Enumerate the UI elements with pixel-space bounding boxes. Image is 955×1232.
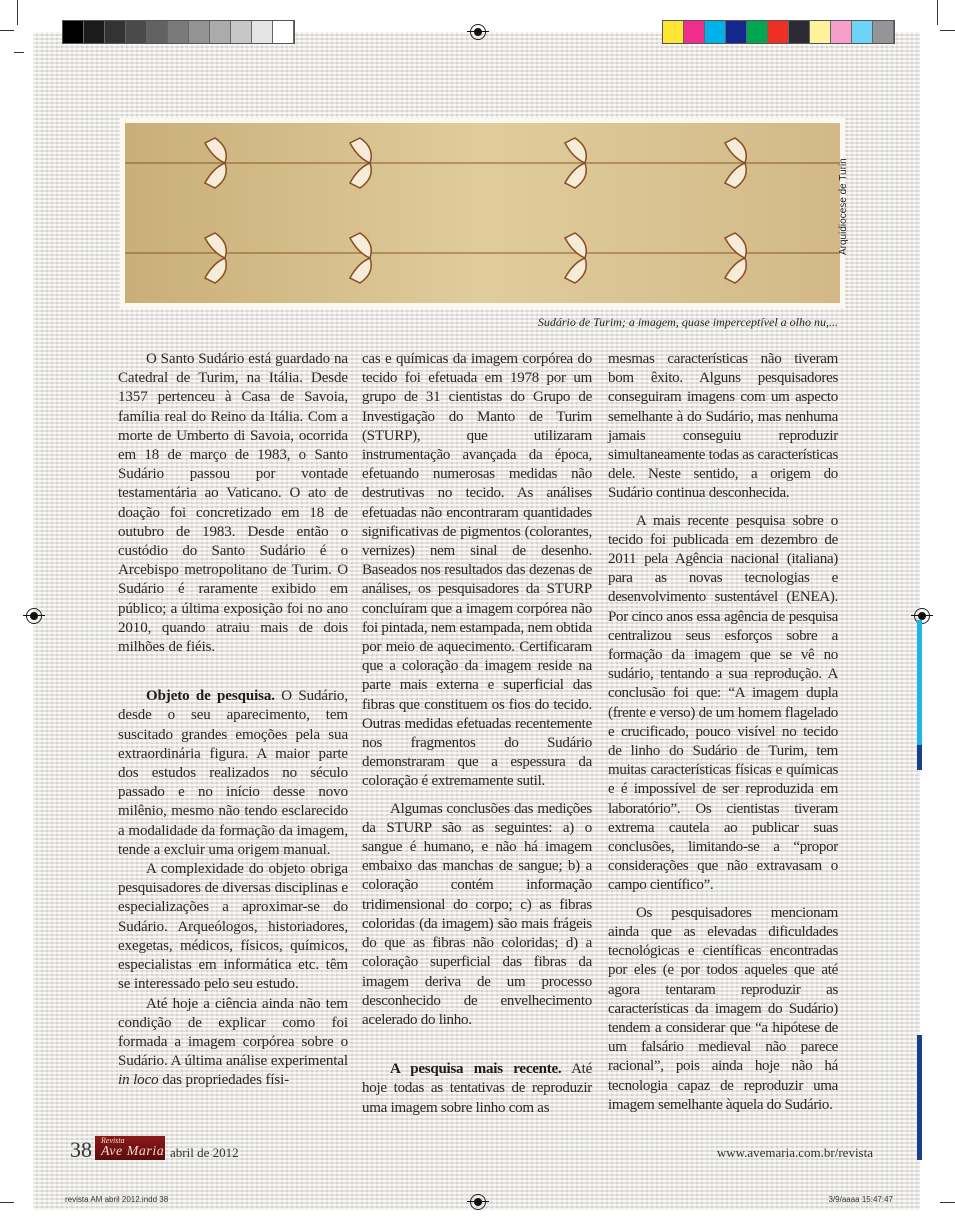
- print-slug-time: 3/9/aaaa 15:47:47: [828, 1195, 893, 1204]
- color-swatch: [126, 21, 147, 43]
- color-swatch: [873, 21, 894, 43]
- logo-main-text: Ave Maria: [101, 1144, 165, 1159]
- issue-date: abril de 2012: [170, 1145, 239, 1160]
- paragraph-text: O Sudário, desde o seu aparecimento, tem suscitado grandes emoções pela sua extraordinária figura. A maior parte dos estudos realizados no século passado e no início desse novo milênio, mesmo não tendo esclarecido a modalidade da formação da imagem, tende a excluir uma origem manual.: [118, 688, 348, 858]
- subheading: A pesquisa mais recente.: [390, 1061, 562, 1078]
- color-swatch: [147, 21, 168, 43]
- color-swatch: [231, 21, 252, 43]
- registration-mark-icon: [470, 1194, 486, 1210]
- article-column-2: [362, 350, 592, 1118]
- crop-mark: [0, 1202, 14, 1203]
- photo-caption: Sudário de Turim; a imagem, quase imperceptível a olho nu,...: [537, 315, 838, 329]
- color-swatch: [63, 21, 84, 43]
- edge-bar-blue: [917, 745, 922, 770]
- crop-mark: [0, 30, 14, 31]
- color-swatch: [726, 21, 747, 43]
- paragraph: [362, 1060, 592, 1118]
- color-swatch: [831, 21, 852, 43]
- subheading: Objeto de pesquisa.: [146, 688, 275, 705]
- registration-mark-icon: [470, 24, 486, 40]
- italic-term: in loco: [118, 1072, 159, 1089]
- crop-mark: [937, 0, 938, 25]
- paragraph: A mais recente pesquisa sobre o tecido foi publicada em dezembro de 2011 pela Agência nacional (italiana) para as novas tecnologias e desenvolvimento sustentável (ENEA). Por cinco anos essa agência de pesquisa centralizou seus esforços sobre a formação da imagem que se vê no sudário, tentando a sua reprodução. A conclusão foi que: “A imagem dupla (frente e verso) de um homem flagelado e crucificado, pouco visível no tecido de linho do Sudário de Turim, tem muitas características físicas e químicas e é impossível de ser reproduzida em laboratório”. Os cientistas tiveram extrema cautela ao publicar suas conclusões, limitando-se a “propor considerações que não extravasam o campo científico”.: [608, 512, 838, 894]
- registration-mark-icon: [26, 608, 42, 624]
- color-swatch: [252, 21, 273, 43]
- page-number: 38: [70, 1137, 92, 1162]
- website-link[interactable]: www.avemaria.com.br/revista: [716, 1145, 873, 1160]
- edge-bar-blue: [917, 1035, 922, 1160]
- paragraph: [118, 995, 348, 1091]
- color-swatch: [189, 21, 210, 43]
- color-swatch: [810, 21, 831, 43]
- color-swatch: [684, 21, 705, 43]
- paragraph: Algumas conclusões das medições da STURP são as seguintes: a) o sangue é humano, e não há imagem embaixo das manchas de sangue; b) a coloração contém informação tridimensional do corpo; c) as fibras coloridas (da imagem) são mais frágeis do que as fibras não coloridas; d) a coloração superficial das fibras da imagem deriva de um processo desconhecido de envelhecimento acelerado do linho.: [362, 800, 592, 1028]
- paragraph: Os pesquisadores mencionam ainda que as elevadas dificuldades tecnológicas e científicas encontradas por eles (e por todos aqueles que até agora tentaram reproduzir as características da imagem do Sudário) tendem a considerar que “a hipótese de um falsário medieval não parece racional”, pois ainda hoje não há tecnologia capaz de reproduzir uma imagem semelhante àquela do Sudário.: [608, 904, 838, 1113]
- paragraph: O Santo Sudário está guardado na Catedral de Turim, na Itália. Desde 1357 pertenceu à Casa de Savoia, família real do Reino da Itália. Com a morte de Umberto di Savoia, ocorrida em 18 de março de 1983, o Santo Sudário passou por vontade testamentária ao Vaticano. O ato de doação foi concretizado em 18 de outubro de 1983. Desde então o custódio do Santo Sudário é o Arcebispo metropolitano de Turim. O Sudário é raramente exibido em público; a última exposição foi no ano 2010, quando atraiu mais de dois milhões de fiéis.: [118, 351, 348, 656]
- paragraph-text: Até hoje todas as tentativas de reproduzir uma imagem sobre linho com as: [362, 1061, 592, 1116]
- edge-bar-cyan: [917, 620, 922, 745]
- color-swatch: [168, 21, 189, 43]
- paragraph-text: Até hoje a ciência ainda não tem condição de explicar como foi formada a imagem corpórea sobre o Sudário. A última análise experimental: [118, 995, 348, 1070]
- gray-color-bar: [62, 20, 295, 44]
- crop-mark: [940, 30, 955, 31]
- color-swatch: [210, 21, 231, 43]
- color-swatch: [705, 21, 726, 43]
- crop-mark: [14, 52, 24, 53]
- logo-small-text: Revista: [101, 1136, 125, 1145]
- paragraph-text: das propriedades físi-: [158, 1072, 290, 1089]
- color-swatch: [789, 21, 810, 43]
- paragraph: A complexidade do objeto obriga pesquisadores de diversas disciplinas e especializações a aproximar-se do Sudário. Arqueólogos, historiadores, exegetas, médicos, físicos, químicos, especialistas em informática etc. têm se interessado pelo seu estudo.: [118, 861, 348, 993]
- paragraph: cas e químicas da imagem corpórea do tecido foi efetuada em 1978 por um grupo de 31 cientistas do Grupo de Investigação do Manto de Turim (STURP), que utilizaram instrumentação avançada da época, efetuando numerosas medidas não destrutivas no tecido. As análises efetuadas não encontraram quantidades significativas de pigmentos (colorantes, vernizes) nem sinal de desenho. Baseados nos resultados das dezenas de análises, os pesquisadores da STURP concluíram que a imagem corpórea não foi pintada, nem estampada, nem obtida por meio de aquecimento. Certificaram que a coloração da imagem reside na parte mais externa e superficial das fibras que constituem os fios do tecido. Outras medidas efetuadas recentemente nos fragmentos do Sudário demonstraram que a espessura da coloração é extremamente sutil.: [362, 351, 593, 790]
- paragraph: mesmas características não tiveram bom êxito. Alguns pesquisadores conseguiram imagens com um aspecto semelhante à do Sudário, mas nenhuma jamais conseguiu reproduzir simultaneamente todas as características dele. Neste sentido, a origem do Sudário continua desconhecida.: [608, 351, 838, 502]
- shroud-of-turin-photo: [120, 118, 845, 308]
- color-swatch: [273, 21, 294, 43]
- photo-credit: Arquidiocese de Turin: [838, 158, 849, 255]
- print-slug-file: revista AM abril 2012.indd 38: [65, 1195, 169, 1204]
- magazine-logo: [95, 1136, 165, 1160]
- cmyk-color-bar: [662, 20, 895, 44]
- article-column-1: [118, 350, 348, 1091]
- color-swatch: [768, 21, 789, 43]
- color-swatch: [105, 21, 126, 43]
- color-swatch: [84, 21, 105, 43]
- paragraph: [118, 687, 348, 860]
- color-swatch: [852, 21, 873, 43]
- color-swatch: [663, 21, 684, 43]
- crop-mark: [940, 1202, 955, 1203]
- article-column-3: [608, 350, 838, 1115]
- crop-mark: [17, 0, 18, 25]
- color-swatch: [747, 21, 768, 43]
